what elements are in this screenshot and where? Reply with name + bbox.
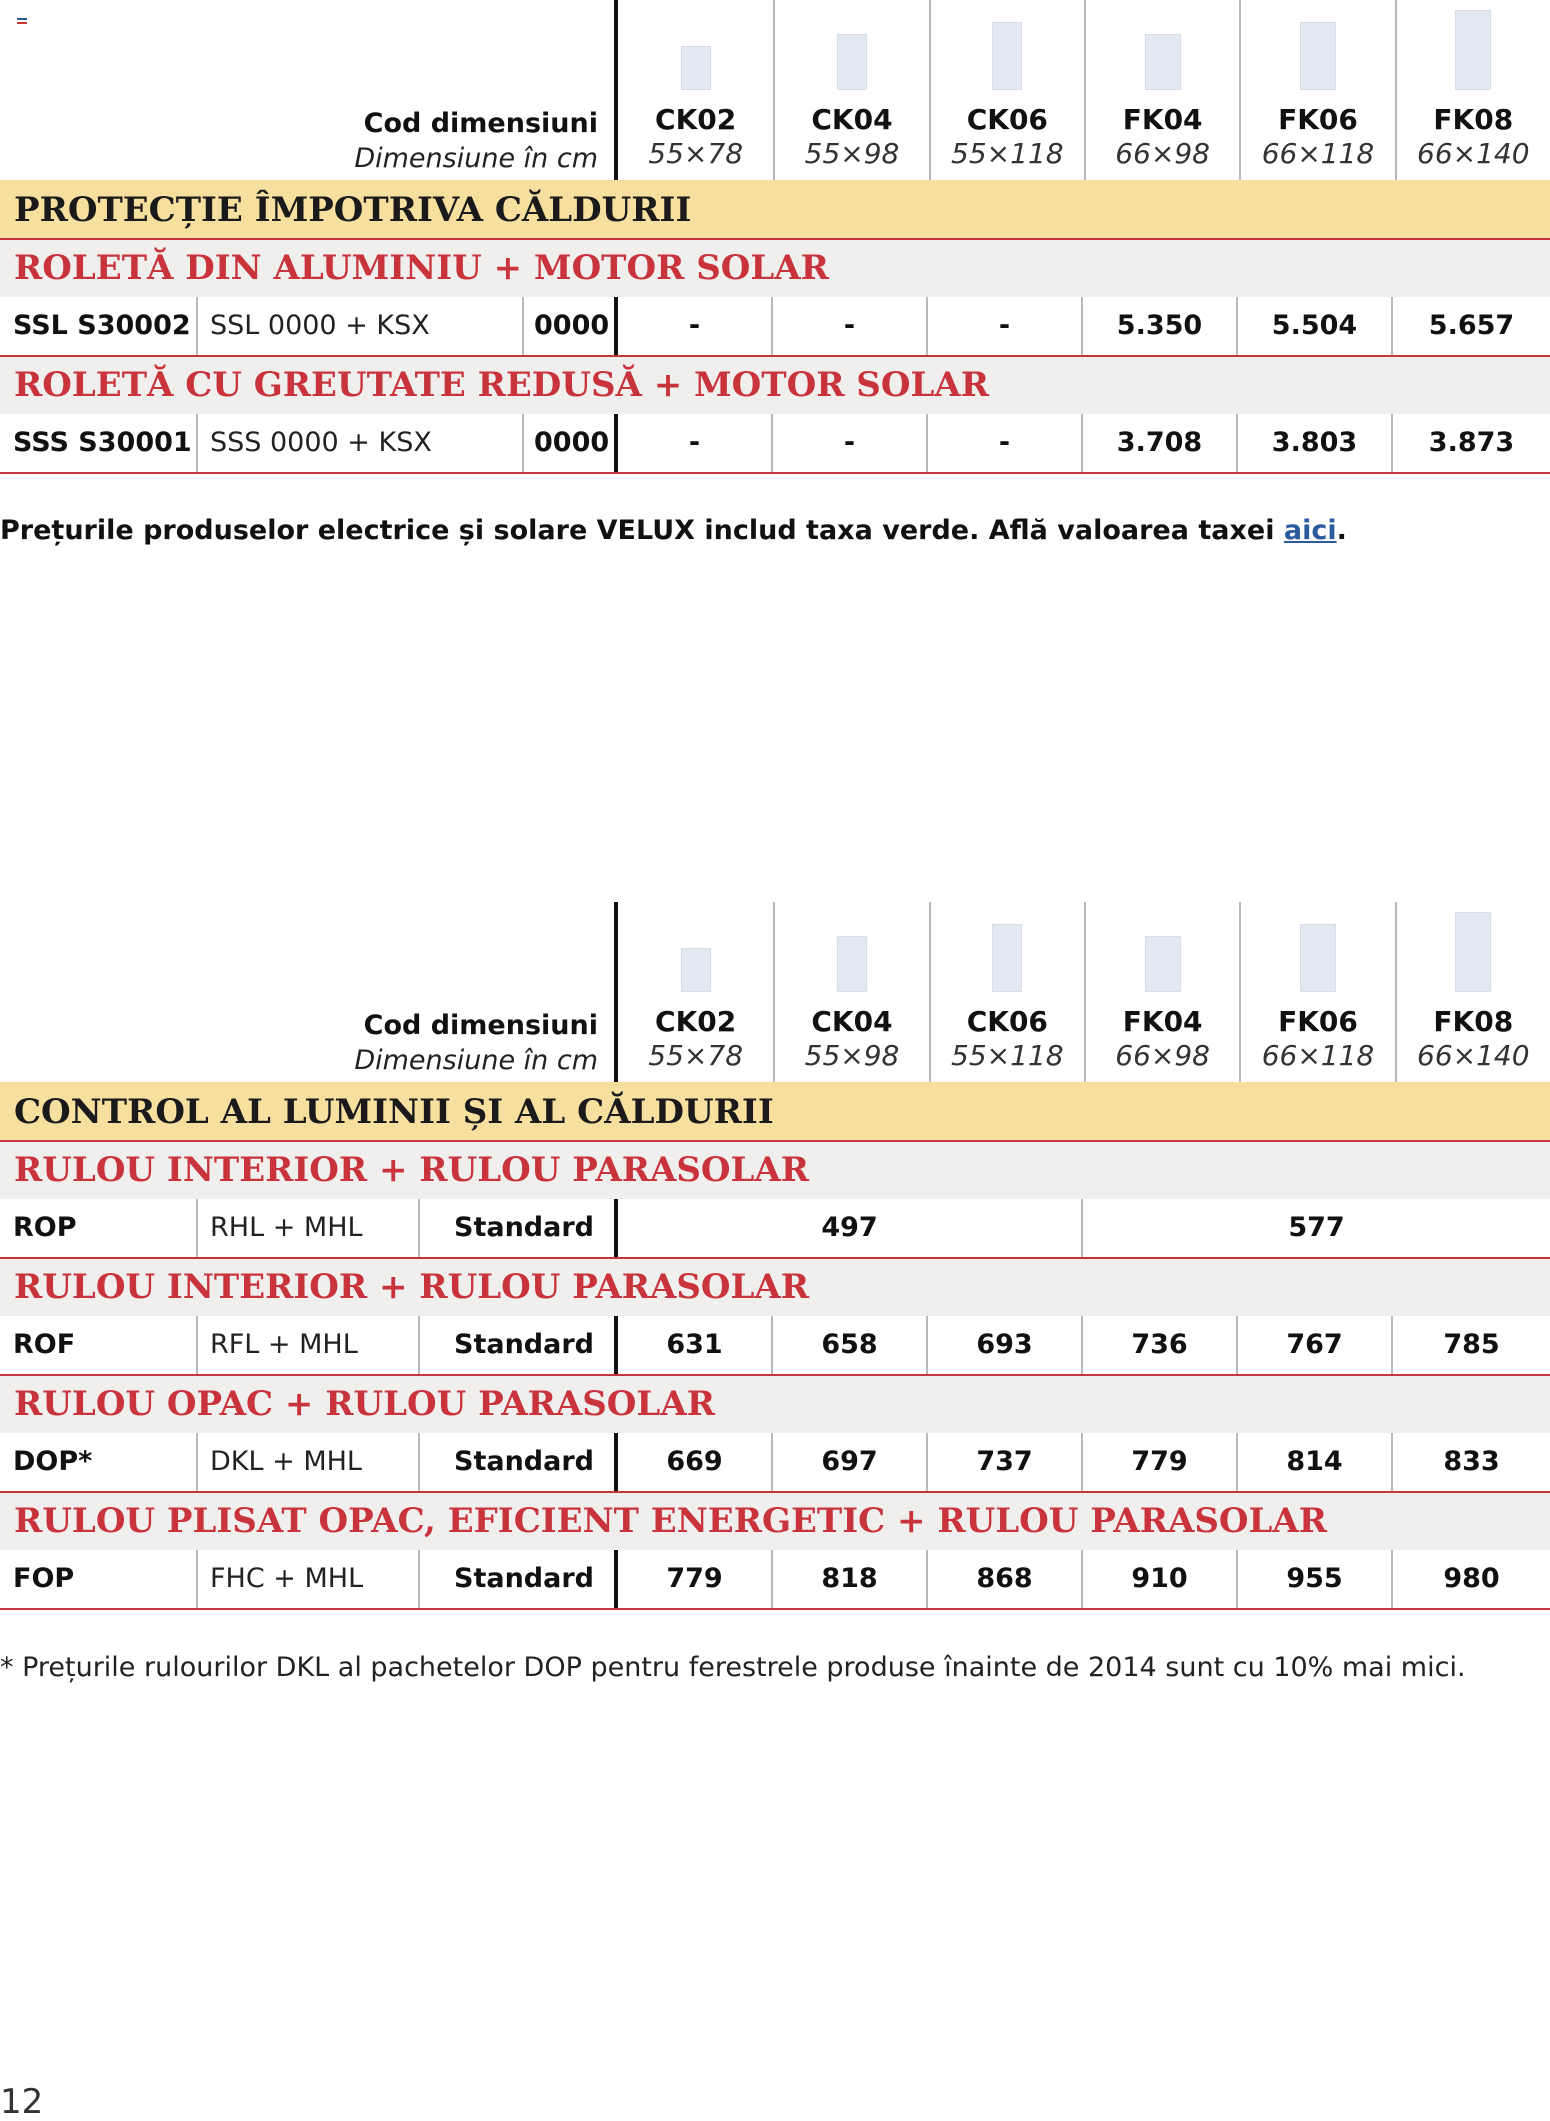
size-code: FK06 <box>1278 1005 1358 1038</box>
size-header <box>0 902 1550 1082</box>
price-cell: - <box>618 414 773 472</box>
size-column <box>1239 902 1394 1082</box>
group-title: ROLETĂ CU GREUTATE REDUSĂ + MOTOR SOLAR <box>0 357 1550 414</box>
size-column <box>929 0 1084 180</box>
price-cell: 697 <box>773 1433 928 1491</box>
price-cell: 5.350 <box>1083 297 1238 355</box>
product-code: SSL S30002 <box>0 297 198 355</box>
size-code-label: Cod dimensiuni <box>363 1010 598 1041</box>
price-cell: 669 <box>618 1433 773 1491</box>
green-tax-note-text: Prețurile produselor electrice și solare VELUX includ taxa verde. Află valoarea taxei <box>0 515 1284 546</box>
group-title: RULOU PLISAT OPAC, EFICIENT ENERGETIC + RULOU PARASOLAR <box>0 1493 1550 1550</box>
size-dimensions: 55×118 <box>951 1039 1064 1072</box>
size-dimensions: 66×118 <box>1261 1039 1375 1072</box>
size-column <box>618 902 773 1082</box>
price-cell: 631 <box>618 1316 773 1374</box>
size-dimensions: 66×98 <box>1115 137 1210 170</box>
dkl-price-footnote: * Prețurile rulourilor DKL al pachetelor DOP pentru ferestrele produse înainte de 2014 sunt cu 10% mai mici. <box>0 1652 1466 1683</box>
product-code: FOP <box>0 1550 198 1608</box>
size-dimensions: 55×78 <box>648 137 744 170</box>
variant: Standard <box>420 1433 618 1491</box>
price-cell: 779 <box>618 1550 773 1608</box>
size-column <box>1395 902 1550 1082</box>
product-code: SSS S30001 <box>0 414 198 472</box>
price-cell: 5.657 <box>1428 310 1515 341</box>
dimension-label: Dimensiune în cm <box>354 143 598 174</box>
green-tax-note-end: . <box>1336 515 1347 546</box>
size-dimensions: 66×118 <box>1261 137 1375 170</box>
variant: Standard <box>420 1316 618 1374</box>
size-dimensions: 55×118 <box>951 137 1064 170</box>
window-icon <box>992 924 1022 992</box>
group-title: RULOU INTERIOR + RULOU PARASOLAR <box>0 1142 1550 1199</box>
category-title: CONTROL AL LUMINII ȘI AL CĂLDURII <box>0 1082 1550 1142</box>
page-number: 12 <box>0 2082 44 2121</box>
size-code: CK06 <box>966 1005 1048 1038</box>
window-icon <box>1300 924 1336 992</box>
product-components: SSS 0000 + KSX <box>198 414 524 472</box>
price-cell: 868 <box>928 1550 1083 1608</box>
heat-protection-table <box>0 0 1550 474</box>
size-dimensions: 55×98 <box>804 1039 900 1072</box>
price-cell: 497 <box>618 1199 1083 1257</box>
size-dimensions: 66×98 <box>1115 1039 1210 1072</box>
size-column <box>618 0 773 180</box>
size-column <box>929 902 1084 1082</box>
price-cell: 3.708 <box>1083 414 1238 472</box>
window-icon <box>681 948 711 992</box>
size-dimensions: 55×78 <box>648 1039 744 1072</box>
size-code: FK08 <box>1433 1005 1514 1038</box>
size-code: FK08 <box>1433 103 1514 136</box>
table-row <box>0 297 1550 357</box>
size-column <box>1084 902 1239 1082</box>
size-code: CK06 <box>966 103 1048 136</box>
size-code: FK04 <box>1122 103 1203 136</box>
size-column <box>773 902 928 1082</box>
category-title: PROTECȚIE ÎMPOTRIVA CĂLDURII <box>0 180 1550 240</box>
price-cell: 3.803 <box>1238 414 1393 472</box>
price-cell: 736 <box>1083 1316 1238 1374</box>
price-cell: - <box>928 297 1083 355</box>
size-code: FK04 <box>1122 1005 1203 1038</box>
window-icon <box>1455 912 1491 992</box>
group-title: ROLETĂ DIN ALUMINIU + MOTOR SOLAR <box>0 240 1550 297</box>
size-dimensions: 66×140 <box>1417 137 1530 170</box>
window-icon <box>1145 34 1181 90</box>
table-row <box>0 1199 1550 1259</box>
size-column <box>773 0 928 180</box>
size-code-label: Cod dimensiuni <box>363 108 598 139</box>
product-components: RFL + MHL <box>198 1316 420 1374</box>
product-code: ROP <box>0 1199 198 1257</box>
dimension-label: Dimensiune în cm <box>354 1045 598 1076</box>
product-components: SSL 0000 + KSX <box>198 297 524 355</box>
light-heat-control-table <box>0 902 1550 1610</box>
variant: Standard <box>420 1199 618 1257</box>
price-cell: 818 <box>773 1550 928 1608</box>
window-icon <box>1145 936 1181 992</box>
price-cell: - <box>773 297 928 355</box>
price-cell: - <box>928 414 1083 472</box>
table-row <box>0 1316 1550 1376</box>
price-cell: 785 <box>1443 1329 1500 1360</box>
variant: Standard <box>420 1550 618 1608</box>
size-code: CK04 <box>811 1005 893 1038</box>
size-code: CK02 <box>655 103 737 136</box>
price-cell: 910 <box>1083 1550 1238 1608</box>
price-cell: - <box>773 414 928 472</box>
price-cell: 693 <box>928 1316 1083 1374</box>
size-code: FK06 <box>1278 103 1358 136</box>
green-tax-note <box>0 515 1347 546</box>
price-cell: 3.873 <box>1428 427 1515 458</box>
table-row <box>0 1433 1550 1493</box>
size-column <box>1395 0 1550 180</box>
price-cell: 980 <box>1443 1563 1500 1594</box>
price-cell: 5.504 <box>1238 297 1393 355</box>
price-cell: 577 <box>1288 1212 1345 1243</box>
product-code: DOP* <box>0 1433 198 1491</box>
group-title: RULOU INTERIOR + RULOU PARASOLAR <box>0 1259 1550 1316</box>
size-code: CK04 <box>811 103 893 136</box>
size-dimensions: 55×98 <box>804 137 900 170</box>
variant: 0000 <box>524 297 618 355</box>
price-cell: 833 <box>1443 1446 1500 1477</box>
price-cell: 767 <box>1238 1316 1393 1374</box>
product-components: FHC + MHL <box>198 1550 420 1608</box>
size-header <box>0 0 1550 180</box>
product-components: RHL + MHL <box>198 1199 420 1257</box>
size-dimensions: 66×140 <box>1417 1039 1530 1072</box>
window-icon <box>837 936 867 992</box>
window-icon <box>1455 10 1491 90</box>
window-icon <box>992 22 1022 90</box>
table-row <box>0 414 1550 474</box>
price-cell: 814 <box>1238 1433 1393 1491</box>
size-column <box>1239 0 1394 180</box>
price-cell: - <box>618 297 773 355</box>
group-title: RULOU OPAC + RULOU PARASOLAR <box>0 1376 1550 1433</box>
price-cell: 658 <box>773 1316 928 1374</box>
product-components: DKL + MHL <box>198 1433 420 1491</box>
window-icon <box>681 46 711 90</box>
price-cell: 955 <box>1238 1550 1393 1608</box>
price-cell: 779 <box>1083 1433 1238 1491</box>
size-column <box>1084 0 1239 180</box>
variant: 0000 <box>524 414 618 472</box>
size-code: CK02 <box>655 1005 737 1038</box>
table-row <box>0 1550 1550 1610</box>
product-code: ROF <box>0 1316 198 1374</box>
tax-info-link[interactable]: aici <box>1283 515 1337 546</box>
window-icon <box>1300 22 1336 90</box>
window-icon <box>837 34 867 90</box>
price-cell: 737 <box>928 1433 1083 1491</box>
